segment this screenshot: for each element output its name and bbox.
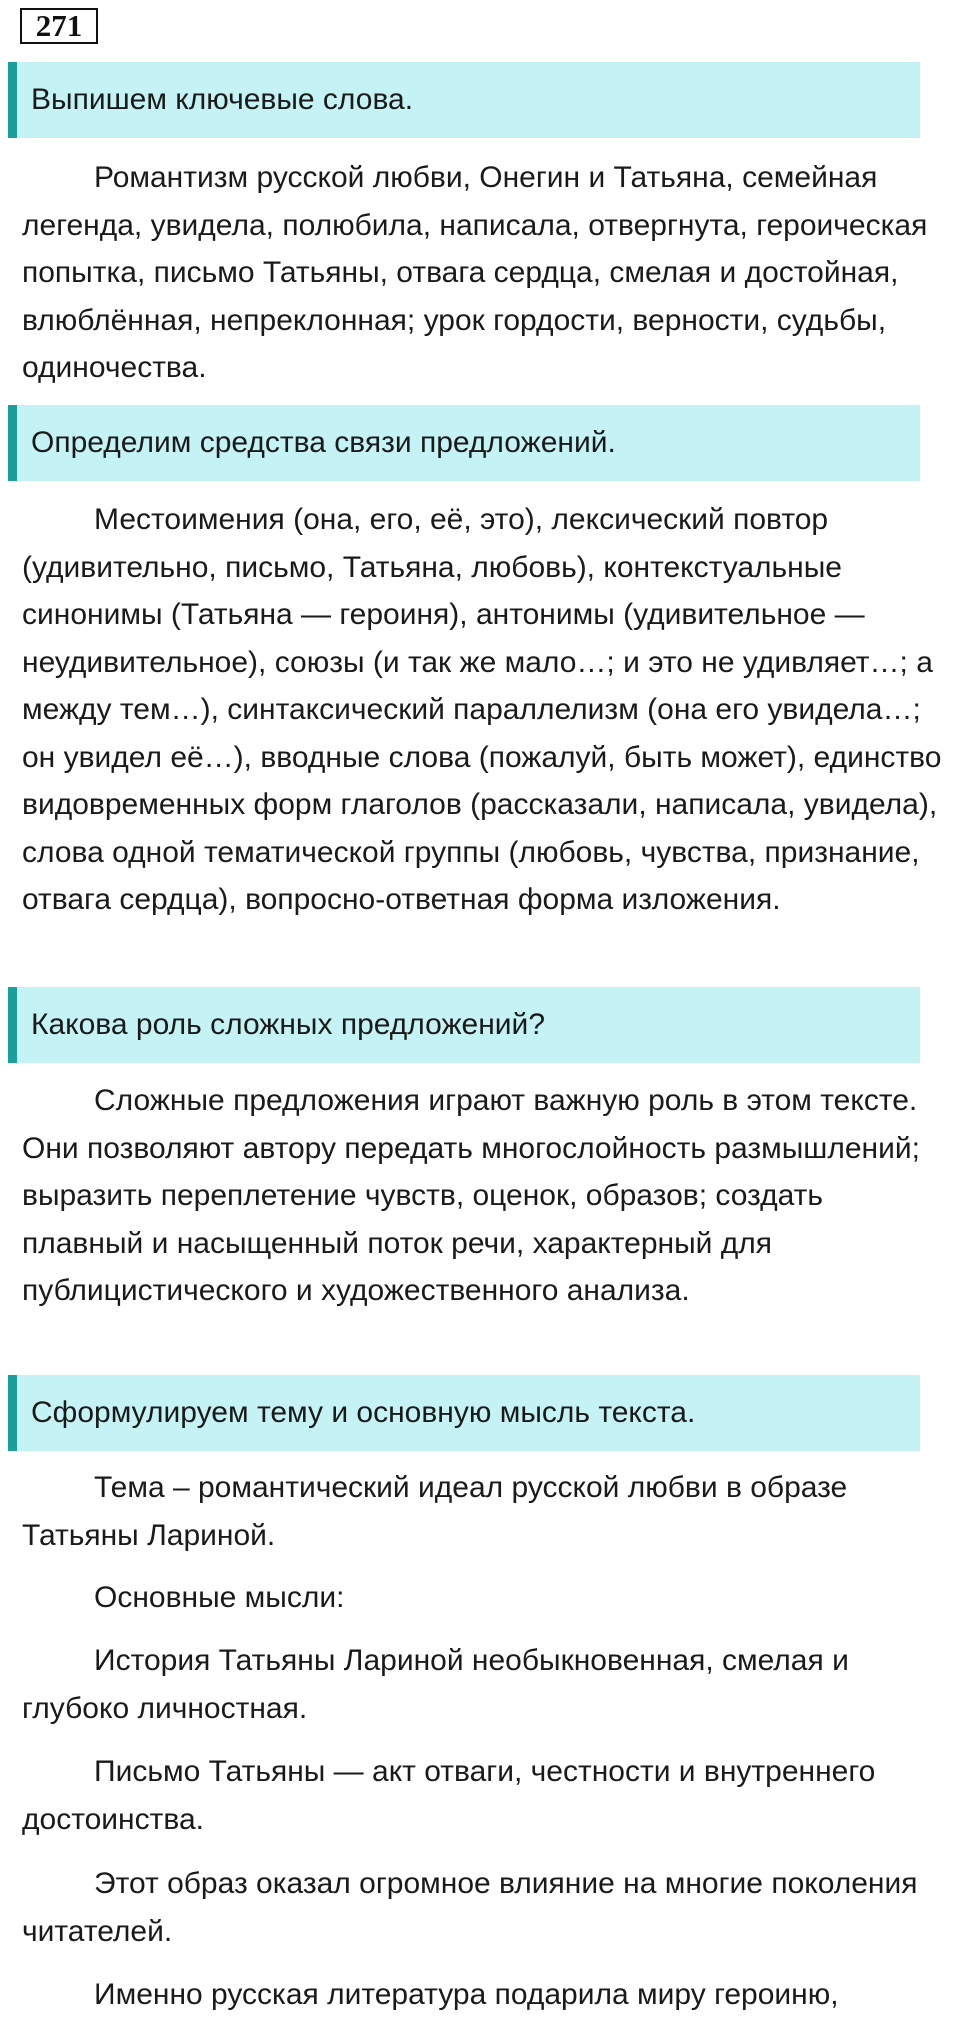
task-number-box: 271 xyxy=(20,8,98,44)
paragraph-keywords: Романтизм русской любви, Онегин и Татьяна, семейная легенда, увидела, полюбила, написала, отвергнута, героическая попытка, письмо Татьяны, отвага сердца, смелая и достойная, влюблённая, непреклонная; урок гордости, верности, судьбы, одиночества. xyxy=(22,161,928,384)
section-header-theme-idea: Сформулируем тему и основную мысль текста. xyxy=(8,1375,920,1451)
paragraph-idea-2: Письмо Татьяны — акт отваги, честности и внутреннего достоинства. xyxy=(22,1755,876,1836)
paragraph-idea-3: Этот образ оказал огромное влияние на многие поколения читателей. xyxy=(22,1867,918,1948)
paragraph-idea-1: История Татьяны Лариной необыкновенная, смелая и глубоко личностная. xyxy=(22,1644,849,1725)
paragraph-connection-means: Местоимения (она, его, её, это), лексический повтор (удивительно, письмо, Татьяна, любовь), контекстуальные синонимы (Татьяна — героиня), антонимы (удивительное — неудивительное), союзы (и так же мало…; и это не удивляет…; а между тем…), синтаксический параллелизм (она его увидела…; он увидел её…), вводные слова (пожалуй, быть может), единство видовременных форм глаголов (рассказали, написала, увидела), слова одной тематической группы (любовь, чувства, признание, отвага сердца), вопросно-ответная форма изложения. xyxy=(22,503,942,916)
paragraph-idea-4: Именно русская литература подарила миру героиню, xyxy=(94,1978,839,2011)
section-header-connection-means: Определим средства связи предложений. xyxy=(8,405,920,481)
paragraph-theme: Тема – романтический идеал русской любви в образе Татьяны Лариной. xyxy=(22,1471,848,1552)
section-header-complex-sentences: Какова роль сложных предложений? xyxy=(8,987,920,1063)
paragraph-main-ideas-label: Основные мысли: xyxy=(94,1581,345,1614)
section-header-keywords: Выпишем ключевые слова. xyxy=(8,62,920,138)
paragraph-complex-sentences: Сложные предложения играют важную роль в этом тексте. Они позволяют автору передать многослойность размышлений; выразить переплетение чувств, оценок, образов; создать плавный и насыщенный поток речи, характерный для публицистического и художественного анализа. xyxy=(22,1084,920,1307)
